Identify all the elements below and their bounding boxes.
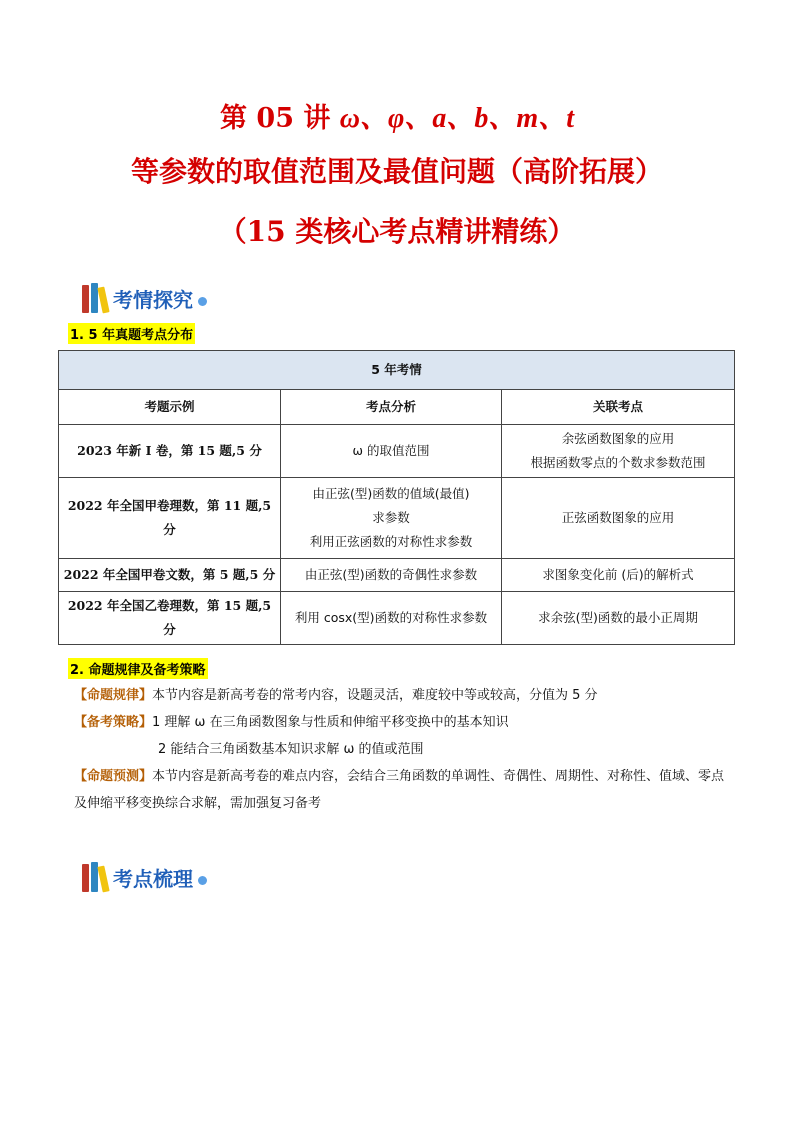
parameter-list: ω、φ、a、b、m、t: [339, 103, 574, 134]
bullet-dot-icon: [198, 876, 207, 885]
exam-distribution-table: [58, 350, 735, 645]
column-header-analysis: 考点分析: [281, 390, 502, 425]
column-header-related: 关联考点: [502, 390, 735, 425]
cell-analysis: [281, 592, 502, 645]
subheading-five-year-distribution: 1. 5 年真题考点分布: [68, 323, 195, 344]
tag-label: 【命题预测】: [74, 769, 153, 784]
cell-text: ω 的取值范围: [352, 443, 430, 458]
cell-text: 由正弦(型)函数的奇偶性求参数: [304, 567, 478, 582]
section-label: 考情探究: [113, 287, 193, 312]
table-caption: 5 年考情: [59, 351, 735, 390]
cell-analysis: [281, 425, 502, 478]
section-label: 考点梳理: [113, 866, 193, 891]
page-subtitle: （15 类核心考点精讲精练）: [218, 215, 576, 248]
subheading-rules-strategy: 2. 命题规律及备考策略: [68, 658, 208, 679]
strategy-text-1: 1 理解 ω 在三角函数图象与性质和伸缩平移变换中的基本知识: [152, 715, 509, 730]
strategy-text-2: 2 能结合三角函数基本知识求解 ω 的值或范围: [158, 742, 424, 757]
bullet-dot-icon: [198, 297, 207, 306]
cell-example: 2023 年新 I 卷，第 15 题,5 分: [59, 425, 281, 478]
cell-text: 余弦函数图象的应用: [561, 431, 675, 446]
rule-text: 本节内容是新高考卷的常考内容，设题灵活，难度较中等或较高，分值为 5 分: [152, 688, 598, 703]
tag-label: 【命题规律】: [74, 688, 153, 703]
cell-example: 2022 年全国甲卷文数，第 5 题,5 分: [59, 559, 281, 592]
cell-related: [502, 478, 735, 559]
section-header-key-points: [82, 860, 207, 894]
strategy-paragraph-2: [158, 736, 728, 763]
table-row: [59, 478, 735, 559]
table-row: [59, 559, 735, 592]
cell-analysis: [281, 559, 502, 592]
prediction-paragraph: [74, 763, 734, 817]
cell-example: 2022 年全国甲卷理数，第 11 题,5 分: [59, 478, 281, 559]
prediction-text: 本节内容是新高考卷的难点内容，会结合三角函数的单调性、奇偶性、周期性、对称性、值域、零点及伸缩平移变换综合求解，需加强复习备考: [74, 769, 725, 811]
cell-text: 求参数: [372, 510, 410, 525]
books-icon: [82, 862, 109, 892]
table-row: [59, 425, 735, 478]
cell-text: 利用 cosx(型)函数的对称性求参数: [294, 610, 488, 625]
cell-text: 利用正弦函数的对称性求参数: [309, 534, 473, 549]
page-title-line2: 等参数的取值范围及最值问题（高阶拓展）: [130, 155, 663, 188]
cell-text: 正弦函数图象的应用: [561, 510, 675, 525]
table-row: [59, 592, 735, 645]
cell-related: [502, 425, 735, 478]
books-icon: [82, 283, 109, 313]
cell-text: 由正弦(型)函数的值域(最值): [312, 486, 470, 501]
page-title-line1: [0, 96, 794, 136]
cell-analysis: [281, 478, 502, 559]
cell-text: 求余弦(型)函数的最小正周期: [538, 610, 698, 625]
column-header-example: 考题示例: [59, 390, 281, 425]
rule-paragraph: [74, 682, 734, 709]
strategy-paragraph: [74, 709, 734, 736]
cell-related: [502, 592, 735, 645]
cell-related: [502, 559, 735, 592]
section-header-exam-analysis: [82, 281, 207, 315]
lecture-number: 第 05 讲: [220, 103, 331, 134]
cell-example: 2022 年全国乙卷理数，第 15 题,5 分: [59, 592, 281, 645]
tag-label: 【备考策略】: [74, 715, 153, 730]
cell-text: 求图象变化前 (后)的解析式: [542, 567, 694, 582]
cell-text: 根据函数零点的个数求参数范围: [530, 455, 706, 470]
